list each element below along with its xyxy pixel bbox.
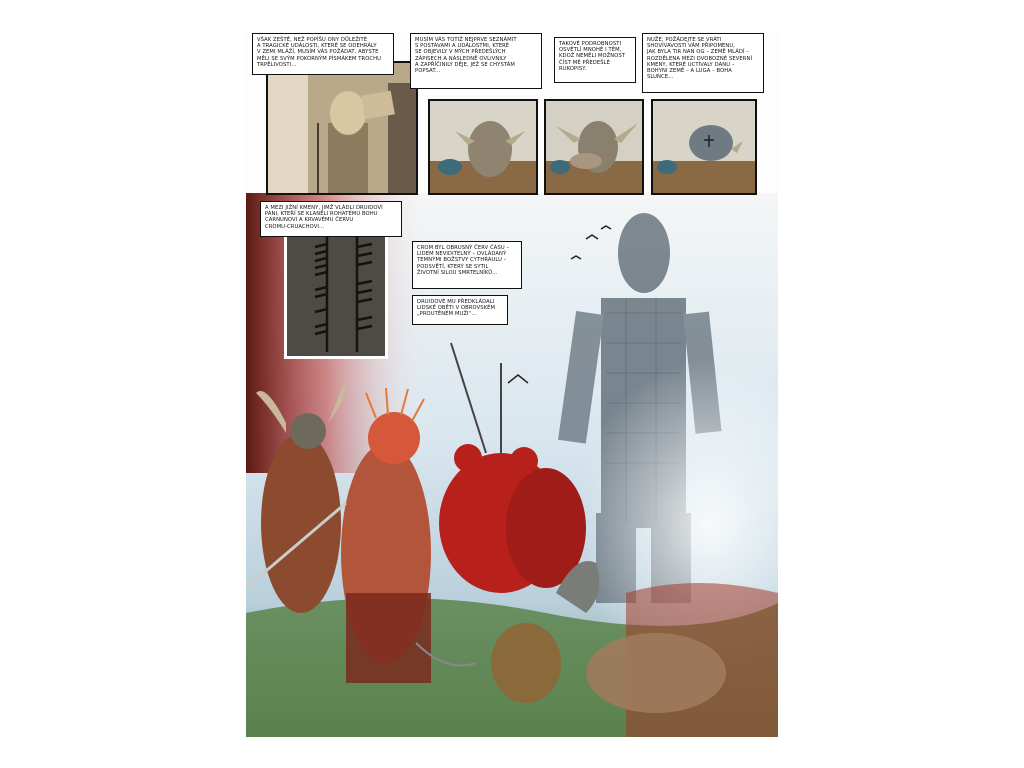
panel-druid-3: [651, 99, 757, 195]
caption-2: MUSÍM VÁS TOTIŽ NEJPRVE SEZNÁMIT S POSTAVAMI A UDÁLOSTMI, KTERÉ SE OBJEVILY V MÝCH PŘEDEŠLÝCH ZÁPISECH A NÁSLEDNĚ OVLIVNILY A ZAPŘÍČINILY DĚJE, JEŽ SE CHYSTÁM POPSAT...: [410, 33, 542, 89]
caption-1: VŠAK ZEŠTĚ, NEŽ POPÍŠU ONY DŮLEŽITÉ A TRAGICKÉ UDÁLOSTI, KTERÉ SE ODEHRÁLY V ZEMI MLÁŽÍ, MUSÍM VÁS POŽÁDAT, ABYSTE MĚLI SE SVÝM POKORNÝM PÍSMÁKEM TROCHU TRPĚLIVOSTI...: [252, 33, 394, 75]
panel-scribe: [266, 61, 418, 195]
caption-5: A MEZI JIŽNÍ KMENY, JIMŽ VLÁDLI DRUIDOVÍ PÁNI, KTEŘÍ SE KLANĚLI ROHATÉMU BOHU CARNUNOVI A KRVAVÉMU ČERVU CROMU-CRUACHOVI...: [260, 201, 402, 237]
caption-6: CROM BYL OBRUSNÝ ČERV ČASU – LIDEM NEVIDITELNÝ – OVLÁDANÝ TEMNÝMI BOŽSTVY CYTHRAULU – PODSVĚTÍ, KTERÝ SE SYTIL ŽIVOTNÍ SILOU SMRTELNÍKŮ...: [412, 241, 522, 289]
caption-7: DRUIDOVÉ MU PŘEDKLÁDALI LIDSKÉ OBĚTI V OBROVSKÉM „PROUTĚNÉM MUŽI“...: [412, 295, 508, 325]
panel-druid-2: [544, 99, 644, 195]
panel-druid-1: [428, 99, 538, 195]
caption-4: NUŽE, POŽÁDEJTE SE VRÁTI SHOVÍVAVOSTI VÁM PŘIPOMENU, JAK BYLA TIR NAN OG – ZEMĚ MLÁDÍ – ROZDĚLENA MEZI DVOBOZNÉ SEVERNÍ KMENY, KTERÉ UCTÍVALY DANU – BOHYNI ZEMĚ – A LUGA – BOHA SLUNCE...: [642, 33, 764, 93]
comic-page: [246, 31, 778, 737]
panel-ogham-stone: [284, 229, 388, 359]
caption-3: TAKOVÉ PODROBNOSTI OSVĚTLÍ MNOHÉ I TĚM, KDOŽ NEMĚLI MOŽNOST ČÍST MÉ PŘEDEŠLÉ RUKOPISY.: [554, 37, 636, 83]
